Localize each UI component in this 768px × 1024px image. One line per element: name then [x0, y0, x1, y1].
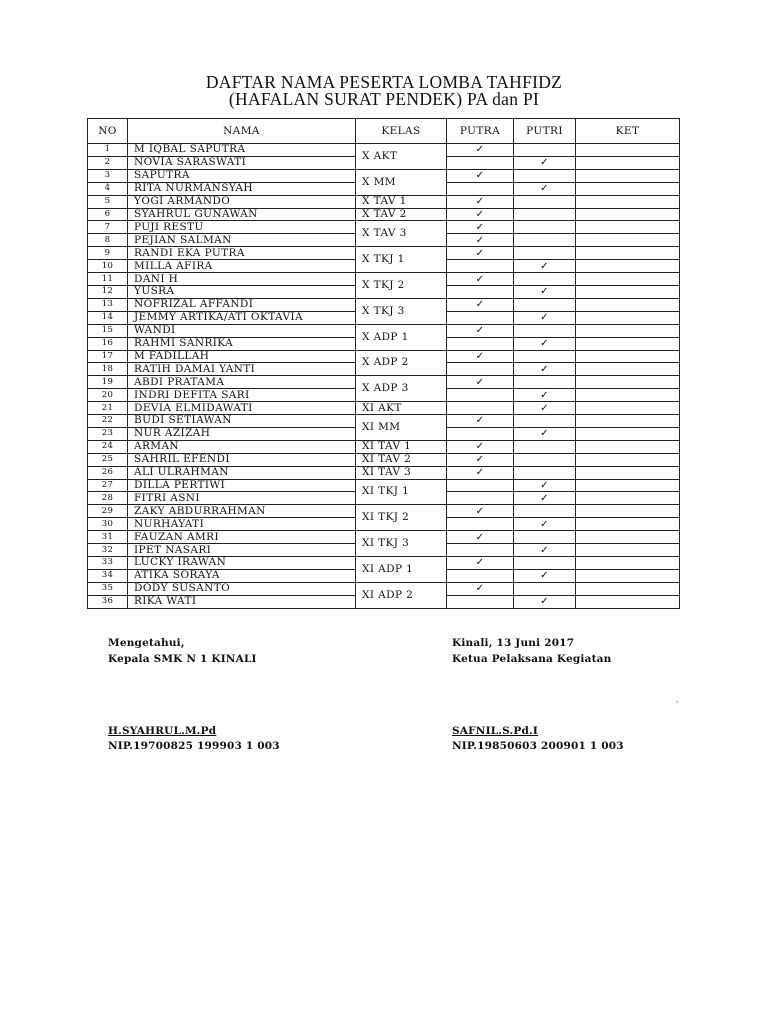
cell-ket — [576, 337, 680, 350]
cell-ket — [576, 569, 680, 582]
table-row — [88, 144, 680, 157]
cell-ket — [576, 285, 680, 298]
cell-no: 2 — [88, 156, 128, 169]
cell-putri: ✓ — [514, 569, 576, 582]
cell-kelas: XI TAV 2 — [356, 453, 447, 466]
stray-mark: , — [676, 695, 679, 704]
cell-kelas: XI TKJ 1 — [356, 479, 447, 505]
cell-putri — [514, 415, 576, 428]
cell-kelas: XI TAV 1 — [356, 440, 447, 453]
cell-putra: ✓ — [447, 505, 514, 518]
cell-kelas: X TKJ 1 — [356, 247, 447, 273]
cell-ket — [576, 273, 680, 286]
cell-no: 14 — [88, 311, 128, 324]
cell-nama: NUR AZIZAH — [128, 427, 356, 440]
cell-nama: RIKA WATI — [128, 595, 356, 608]
cell-ket — [576, 479, 680, 492]
cell-putra: ✓ — [447, 273, 514, 286]
cell-putri: ✓ — [514, 363, 576, 376]
cell-kelas: XI TKJ 2 — [356, 505, 447, 531]
cell-putri — [514, 144, 576, 157]
cell-nama: BUDI SETIAWAN — [128, 415, 356, 428]
cell-putri: ✓ — [514, 182, 576, 195]
cell-kelas: XI MM — [356, 415, 447, 441]
table-row — [88, 505, 680, 518]
cell-nama: DODY SUSANTO — [128, 582, 356, 595]
cell-ket — [576, 544, 680, 557]
cell-nama: DEVIA ELMIDAWATI — [128, 402, 356, 415]
cell-no: 15 — [88, 324, 128, 337]
cell-putri: ✓ — [514, 389, 576, 402]
table-row — [88, 376, 680, 389]
table-row — [88, 324, 680, 337]
cell-kelas: X TAV 1 — [356, 195, 447, 208]
table-row — [88, 440, 680, 453]
cell-no: 28 — [88, 492, 128, 505]
cell-ket — [576, 557, 680, 570]
cell-no: 5 — [88, 195, 128, 208]
cell-kelas: X ADP 2 — [356, 350, 447, 376]
cell-no: 20 — [88, 389, 128, 402]
sign-left-name: H.SYAHRUL.M.Pd — [108, 725, 217, 737]
cell-no: 36 — [88, 595, 128, 608]
cell-ket — [576, 440, 680, 453]
cell-nama: SYAHRUL GUNAWAN — [128, 208, 356, 221]
cell-kelas: X ADP 3 — [356, 376, 447, 402]
cell-ket — [576, 144, 680, 157]
table-row — [88, 350, 680, 363]
cell-nama: NOVIA SARASWATI — [128, 156, 356, 169]
cell-ket — [576, 518, 680, 531]
cell-no: 31 — [88, 531, 128, 544]
cell-ket — [576, 221, 680, 234]
cell-no: 23 — [88, 427, 128, 440]
cell-ket — [576, 324, 680, 337]
cell-no: 32 — [88, 544, 128, 557]
cell-kelas: X TKJ 3 — [356, 298, 447, 324]
cell-nama: NOFRIZAL AFFANDI — [128, 298, 356, 311]
cell-no: 12 — [88, 285, 128, 298]
cell-ket — [576, 492, 680, 505]
column-header-putra: PUTRA — [447, 119, 514, 144]
cell-nama: FITRI ASNI — [128, 492, 356, 505]
cell-nama: PUJI RESTU — [128, 221, 356, 234]
table-row — [88, 169, 680, 182]
sign-left-line1: Mengetahui, — [108, 637, 185, 649]
table-row — [88, 531, 680, 544]
cell-ket — [576, 389, 680, 402]
table-row — [88, 557, 680, 570]
cell-putra: ✓ — [447, 195, 514, 208]
cell-putri — [514, 195, 576, 208]
cell-putra — [447, 427, 514, 440]
cell-no: 6 — [88, 208, 128, 221]
cell-no: 27 — [88, 479, 128, 492]
cell-putri — [514, 169, 576, 182]
cell-nama: RATIH DAMAI YANTI — [128, 363, 356, 376]
cell-ket — [576, 595, 680, 608]
cell-putra: ✓ — [447, 557, 514, 570]
cell-kelas: X ADP 1 — [356, 324, 447, 350]
column-header-no: NO — [88, 119, 128, 144]
cell-ket — [576, 234, 680, 247]
cell-putra: ✓ — [447, 376, 514, 389]
cell-no: 11 — [88, 273, 128, 286]
table-header-row — [88, 119, 680, 144]
cell-no: 35 — [88, 582, 128, 595]
cell-nama: RAHMI SANRIKA — [128, 337, 356, 350]
cell-no: 19 — [88, 376, 128, 389]
cell-putra — [447, 182, 514, 195]
cell-kelas: XI TKJ 3 — [356, 531, 447, 557]
cell-no: 10 — [88, 260, 128, 273]
cell-no: 13 — [88, 298, 128, 311]
cell-no: 24 — [88, 440, 128, 453]
cell-ket — [576, 453, 680, 466]
sign-left-nip: NIP.19700825 199903 1 003 — [108, 740, 280, 752]
cell-no: 9 — [88, 247, 128, 260]
sign-left-line2: Kepala SMK N 1 KINALI — [108, 653, 257, 665]
cell-no: 25 — [88, 453, 128, 466]
table-row — [88, 221, 680, 234]
cell-putri: ✓ — [514, 311, 576, 324]
table-row — [88, 247, 680, 260]
cell-nama: MILLA AFIRA — [128, 260, 356, 273]
cell-putri — [514, 234, 576, 247]
cell-nama: SAPUTRA — [128, 169, 356, 182]
table-row — [88, 208, 680, 221]
cell-putra — [447, 337, 514, 350]
cell-putra: ✓ — [447, 531, 514, 544]
cell-putra — [447, 492, 514, 505]
cell-putra: ✓ — [447, 234, 514, 247]
cell-putra — [447, 260, 514, 273]
cell-putra — [447, 595, 514, 608]
cell-no: 34 — [88, 569, 128, 582]
cell-putri: ✓ — [514, 544, 576, 557]
cell-no: 8 — [88, 234, 128, 247]
cell-putri — [514, 582, 576, 595]
cell-ket — [576, 505, 680, 518]
cell-putra: ✓ — [447, 415, 514, 428]
cell-nama: ARMAN — [128, 440, 356, 453]
sign-right-line1: Kinali, 13 Juni 2017 — [452, 637, 575, 649]
cell-putra — [447, 389, 514, 402]
cell-kelas: XI TAV 3 — [356, 466, 447, 479]
cell-putra: ✓ — [447, 247, 514, 260]
cell-ket — [576, 582, 680, 595]
cell-ket — [576, 531, 680, 544]
document-title: DAFTAR NAMA PESERTA LOMBA TAHFIDZ — [205, 72, 563, 92]
table-row — [88, 453, 680, 466]
cell-putra: ✓ — [447, 208, 514, 221]
cell-putra — [447, 518, 514, 531]
cell-no: 22 — [88, 415, 128, 428]
table-row — [88, 273, 680, 286]
cell-putri — [514, 298, 576, 311]
document-subtitle: (HAFALAN SURAT PENDEK) PA dan PI — [228, 89, 540, 109]
column-header-ket: KET — [576, 119, 680, 144]
cell-putri: ✓ — [514, 285, 576, 298]
cell-putra — [447, 363, 514, 376]
cell-putri — [514, 466, 576, 479]
cell-putri — [514, 324, 576, 337]
table-row — [88, 415, 680, 428]
sign-right-line2: Ketua Pelaksana Kegiatan — [452, 653, 612, 665]
cell-no: 21 — [88, 402, 128, 415]
table-row — [88, 195, 680, 208]
cell-putra: ✓ — [447, 453, 514, 466]
cell-putra — [447, 569, 514, 582]
cell-putra: ✓ — [447, 298, 514, 311]
cell-putra: ✓ — [447, 466, 514, 479]
cell-nama: JEMMY ARTIKA/ATI OKTAVIA — [128, 311, 356, 324]
cell-ket — [576, 376, 680, 389]
cell-nama: DANI H — [128, 273, 356, 286]
cell-no: 4 — [88, 182, 128, 195]
cell-nama: ATIKA SORAYA — [128, 569, 356, 582]
cell-no: 30 — [88, 518, 128, 531]
cell-ket — [576, 427, 680, 440]
cell-putra — [447, 544, 514, 557]
cell-putri: ✓ — [514, 492, 576, 505]
cell-putri — [514, 531, 576, 544]
cell-kelas: X AKT — [356, 144, 447, 170]
cell-putra: ✓ — [447, 324, 514, 337]
cell-ket — [576, 415, 680, 428]
cell-putri — [514, 208, 576, 221]
cell-kelas: XI ADP 2 — [356, 582, 447, 608]
table-row — [88, 298, 680, 311]
cell-putra: ✓ — [447, 144, 514, 157]
cell-putra — [447, 156, 514, 169]
cell-putri: ✓ — [514, 518, 576, 531]
cell-nama: ZAKY ABDURRAHMAN — [128, 505, 356, 518]
cell-no: 29 — [88, 505, 128, 518]
cell-ket — [576, 402, 680, 415]
cell-kelas: XI ADP 1 — [356, 557, 447, 583]
cell-putra — [447, 285, 514, 298]
cell-nama: FAUZAN AMRI — [128, 531, 356, 544]
cell-putri — [514, 440, 576, 453]
cell-putri: ✓ — [514, 260, 576, 273]
cell-nama: ABDI PRATAMA — [128, 376, 356, 389]
cell-putri: ✓ — [514, 156, 576, 169]
cell-no: 26 — [88, 466, 128, 479]
cell-no: 17 — [88, 350, 128, 363]
cell-ket — [576, 466, 680, 479]
cell-no: 18 — [88, 363, 128, 376]
cell-putri — [514, 505, 576, 518]
table-row — [88, 479, 680, 492]
cell-nama: RITA NURMANSYAH — [128, 182, 356, 195]
cell-putri — [514, 247, 576, 260]
cell-putra: ✓ — [447, 169, 514, 182]
cell-putra — [447, 479, 514, 492]
cell-putri: ✓ — [514, 479, 576, 492]
cell-ket — [576, 298, 680, 311]
cell-nama: M FADILLAH — [128, 350, 356, 363]
sign-right-nip: NIP.19850603 200901 1 003 — [452, 740, 624, 752]
cell-putri — [514, 273, 576, 286]
cell-putri — [514, 453, 576, 466]
cell-nama: NURHAYATI — [128, 518, 356, 531]
cell-nama: SAHRIL EFENDI — [128, 453, 356, 466]
cell-nama: M IQBAL SAPUTRA — [128, 144, 356, 157]
cell-ket — [576, 311, 680, 324]
cell-nama: LUCKY IRAWAN — [128, 557, 356, 570]
table-row — [88, 466, 680, 479]
cell-no: 1 — [88, 144, 128, 157]
cell-putra: ✓ — [447, 221, 514, 234]
cell-nama: WANDI — [128, 324, 356, 337]
column-header-putri: PUTRI — [514, 119, 576, 144]
cell-no: 7 — [88, 221, 128, 234]
cell-putra — [447, 311, 514, 324]
cell-nama: DILLA PERTIWI — [128, 479, 356, 492]
cell-putra: ✓ — [447, 440, 514, 453]
cell-putri: ✓ — [514, 427, 576, 440]
cell-putri: ✓ — [514, 595, 576, 608]
cell-no: 33 — [88, 557, 128, 570]
cell-no: 3 — [88, 169, 128, 182]
table-row — [88, 582, 680, 595]
cell-putri — [514, 557, 576, 570]
cell-putra: ✓ — [447, 582, 514, 595]
cell-no: 16 — [88, 337, 128, 350]
cell-putri: ✓ — [514, 402, 576, 415]
cell-nama: PEJIAN SALMAN — [128, 234, 356, 247]
cell-putri — [514, 221, 576, 234]
cell-ket — [576, 182, 680, 195]
cell-nama: YOGI ARMANDO — [128, 195, 356, 208]
table-body — [88, 144, 680, 609]
cell-nama: RANDI EKA PUTRA — [128, 247, 356, 260]
cell-putri — [514, 376, 576, 389]
cell-nama: INDRI DEFITA SARI — [128, 389, 356, 402]
cell-kelas: XI AKT — [356, 402, 447, 415]
cell-putra: ✓ — [447, 350, 514, 363]
cell-ket — [576, 260, 680, 273]
cell-ket — [576, 195, 680, 208]
cell-kelas: X MM — [356, 169, 447, 195]
cell-ket — [576, 208, 680, 221]
cell-kelas: X TAV 3 — [356, 221, 447, 247]
cell-ket — [576, 247, 680, 260]
cell-ket — [576, 363, 680, 376]
cell-putra — [447, 402, 514, 415]
column-header-nama: NAMA — [128, 119, 356, 144]
cell-ket — [576, 156, 680, 169]
cell-putri: ✓ — [514, 337, 576, 350]
cell-kelas: X TAV 2 — [356, 208, 447, 221]
table-row — [88, 402, 680, 415]
cell-nama: IPET NASARI — [128, 544, 356, 557]
cell-putri — [514, 350, 576, 363]
column-header-kelas: KELAS — [356, 119, 447, 144]
cell-nama: ALI ULRAHMAN — [128, 466, 356, 479]
cell-ket — [576, 169, 680, 182]
participant-table — [87, 118, 680, 609]
cell-ket — [576, 350, 680, 363]
cell-nama: YUSRA — [128, 285, 356, 298]
cell-kelas: X TKJ 2 — [356, 273, 447, 299]
sign-right-name: SAFNIL.S.Pd.I — [452, 725, 539, 737]
